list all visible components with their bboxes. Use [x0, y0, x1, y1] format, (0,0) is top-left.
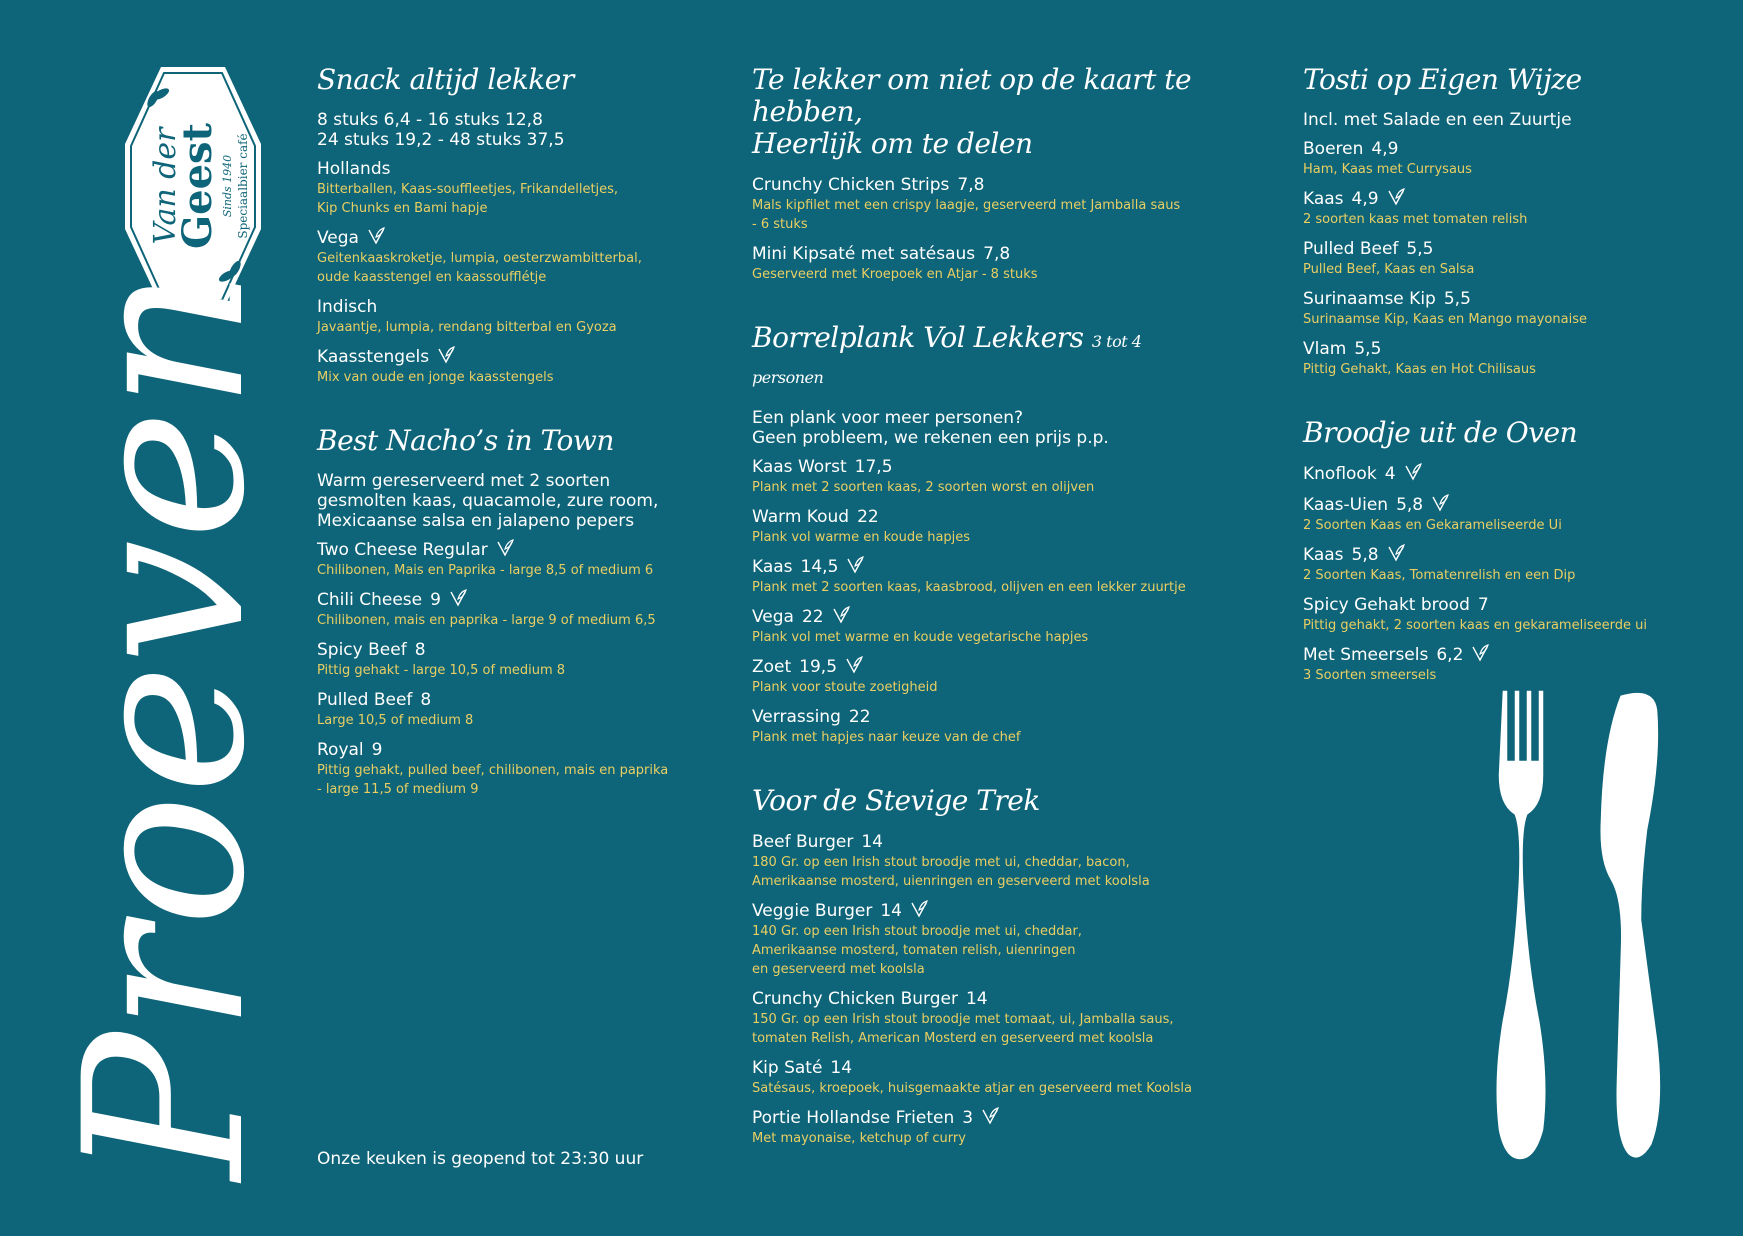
section-title-text: Snack altijd lekker: [317, 63, 574, 96]
vegetarian-icon: [845, 656, 863, 674]
menu-item: [752, 656, 1192, 697]
menu-item-heading: [752, 831, 1192, 853]
menu-item-name: Kaasstengels: [317, 347, 430, 367]
menu-item-price: 14: [830, 1058, 853, 1078]
menu-section: [752, 785, 1192, 1148]
menu-item-name: Warm Koud: [752, 507, 850, 527]
menu-item-heading: [1303, 238, 1723, 260]
menu-item-price: 22: [848, 707, 871, 727]
menu-item-heading: [752, 706, 1192, 728]
menu-item-name: Kaas-Uien: [1303, 495, 1389, 515]
menu-item-description: Plank voor stoute zoetigheid: [752, 680, 938, 695]
menu-item-price: 3: [962, 1108, 974, 1128]
menu-item-description: Pittig gehakt, pulled beef, chilibonen, mais en paprika - large 11,5 of medium 9: [317, 763, 669, 797]
vegetarian-icon: [910, 900, 928, 918]
section-intro-line: Warm gereserveerd met 2 soorten: [317, 471, 611, 491]
menu-item-description: Plank vol met warme en koude vegetarische hapjes: [752, 630, 1089, 645]
menu-item-heading: [752, 656, 1192, 678]
vegetarian-icon: [1387, 188, 1405, 206]
menu-item: [317, 296, 697, 337]
section-title-text: Te lekker om niet op de kaart te hebben, Heerlijk om te delen: [752, 63, 1192, 160]
menu-item-name: Mini Kipsaté met satésaus: [752, 244, 976, 264]
menu-item: [1303, 238, 1723, 279]
menu-section: [1303, 417, 1723, 685]
menu-item-price: 7,8: [983, 244, 1011, 264]
logo-line-4: Speciaalbier café: [236, 133, 250, 239]
vegetarian-icon: [449, 589, 467, 607]
menu-item: [752, 243, 1192, 284]
menu-item-name: Pulled Beef: [317, 690, 413, 710]
menu-item-heading: [752, 1057, 1192, 1079]
section-title: [1303, 417, 1723, 449]
vegetarian-icon: [1431, 494, 1449, 512]
menu-item-price: 4,9: [1351, 189, 1379, 209]
menu-item-heading: [317, 689, 697, 711]
menu-item: [752, 174, 1192, 234]
vegetarian-icon: [846, 556, 864, 574]
menu-item-name: Kip Saté: [752, 1058, 823, 1078]
menu-item-price: 9: [430, 590, 441, 610]
menu-item-price: 5,5: [1443, 289, 1471, 309]
menu-item-heading: [1303, 463, 1723, 485]
menu-item-description: Pittig gehakt - large 10,5 of medium 8: [317, 663, 566, 678]
cutlery-illustration: [1470, 680, 1690, 1180]
menu-item-heading: [752, 988, 1192, 1010]
menu-item-name: Zoet: [752, 657, 792, 677]
menu-item: [317, 639, 697, 680]
section-title-note: 3 tot 4 personen: [752, 332, 1142, 387]
menu-section: [317, 425, 697, 799]
menu-item-description: 150 Gr. op een Irish stout broodje met tomaat, ui, Jamballa saus, tomaten Relish, American Mosterd en geserveerd met koolsla: [752, 1012, 1174, 1046]
menu-item-name: Vega: [317, 228, 359, 248]
menu-item-description: Plank met 2 soorten kaas, kaasbrood, olijven en een lekker zuurtje: [752, 580, 1186, 595]
fork-icon: [1496, 690, 1547, 1160]
menu-item: [317, 346, 697, 387]
section-title-text: Broodje uit de Oven: [1303, 416, 1578, 449]
section-title-text: Borrelplank Vol Lekkers: [752, 321, 1084, 354]
knife-icon: [1600, 692, 1661, 1158]
menu-item: [1303, 544, 1723, 585]
menu-item-description: Chilibonen, Mais en Paprika - large 8,5 of medium 6: [317, 563, 654, 578]
menu-section: [317, 64, 697, 387]
vegetarian-icon: [1387, 544, 1405, 562]
menu-item-price: 5,5: [1354, 339, 1382, 359]
menu-item-heading: [1303, 138, 1723, 160]
menu-item-heading: [317, 227, 697, 249]
menu-item-heading: [317, 539, 697, 561]
menu-item: [1303, 463, 1723, 485]
vegetarian-icon: [496, 539, 514, 557]
menu-item: [317, 589, 697, 630]
menu-item: [752, 831, 1192, 891]
menu-item-price: 14: [965, 989, 988, 1009]
section-intro-line: Een plank voor meer personen?: [752, 408, 1023, 428]
menu-item-description: Plank met hapjes naar keuze van de chef: [752, 730, 1021, 745]
menu-item-price: 7: [1477, 595, 1489, 615]
menu-item-heading: [1303, 644, 1723, 666]
menu-item-price: 6,2: [1436, 645, 1464, 665]
menu-item-name: Met Smeersels: [1303, 645, 1429, 665]
menu-item: [752, 1107, 1192, 1148]
menu-item-description: Pittig Gehakt, Kaas en Hot Chilisaus: [1303, 362, 1536, 377]
menu-item: [752, 706, 1192, 747]
menu-item-price: 19,5: [799, 657, 838, 677]
menu-item-heading: [317, 639, 697, 661]
menu-item-description: Geserveerd met Kroepoek en Atjar - 8 stuks: [752, 267, 1038, 282]
vegetarian-icon: [981, 1107, 999, 1125]
menu-item: [1303, 594, 1723, 635]
menu-item-name: Veggie Burger: [752, 901, 873, 921]
menu-item-name: Kaas: [1303, 189, 1344, 209]
section-intro-line: 24 stuks 19,2 - 48 stuks 37,5: [317, 130, 565, 150]
menu-item-description: Mix van oude en jonge kaasstengels: [317, 370, 554, 385]
menu-item-name: Royal: [317, 740, 364, 760]
section-title: [1303, 64, 1723, 96]
menu-item-heading: [1303, 188, 1723, 210]
menu-item: [752, 900, 1192, 979]
menu-item-heading: [752, 606, 1192, 628]
vegetarian-icon: [1471, 644, 1489, 662]
menu-item: [1303, 138, 1723, 179]
menu-item-description: 2 Soorten Kaas en Gekarameliseerde Ui: [1303, 518, 1562, 533]
menu-item-description: Pittig gehakt, 2 soorten kaas en gekarameliseerde ui: [1303, 618, 1647, 633]
menu-column-3: [1303, 64, 1723, 723]
vegetarian-icon: [437, 346, 455, 364]
menu-item-name: Verrassing: [752, 707, 841, 727]
section-title-text: Voor de Stevige Trek: [752, 784, 1040, 817]
menu-item: [752, 988, 1192, 1048]
menu-item: [752, 1057, 1192, 1098]
menu-item-price: 5,8: [1396, 495, 1424, 515]
menu-item-description: Chilibonen, mais en paprika - large 9 of medium 6,5: [317, 613, 656, 628]
menu-item-heading: [1303, 338, 1723, 360]
menu-item-description: Pulled Beef, Kaas en Salsa: [1303, 262, 1475, 277]
menu-item-price: 7,8: [957, 175, 985, 195]
menu-item-name: Two Cheese Regular: [317, 540, 488, 560]
logo-line-1: Van der: [148, 127, 183, 245]
menu-item-heading: [1303, 288, 1723, 310]
section-intro-line: Mexicaanse salsa en jalapeno pepers: [317, 511, 635, 531]
menu-item-description: Surinaamse Kip, Kaas en Mango mayonaise: [1303, 312, 1587, 327]
menu-item-description: Mals kipfilet met een crispy laagje, geserveerd met Jamballa saus - 6 stuks: [752, 198, 1181, 232]
menu-item-name: Hollands: [317, 159, 391, 179]
menu-section: [1303, 64, 1723, 379]
menu-item-price: 22: [801, 607, 824, 627]
menu-item-description: 2 soorten kaas met tomaten relish: [1303, 212, 1528, 227]
menu-item-description: Large 10,5 of medium 8: [317, 713, 474, 728]
menu-item-heading: [752, 506, 1192, 528]
menu-item-price: 8: [414, 640, 426, 660]
section-title-text: Best Nacho’s in Town: [317, 424, 614, 457]
menu-item-name: Indisch: [317, 297, 378, 317]
menu-item: [752, 606, 1192, 647]
menu-item-name: Vlam: [1303, 339, 1347, 359]
menu-item-price: 17,5: [854, 457, 893, 477]
menu-item-heading: [752, 556, 1192, 578]
menu-item-heading: [1303, 544, 1723, 566]
menu-item-heading: [317, 158, 697, 180]
menu-item: [1303, 494, 1723, 535]
menu-item-heading: [752, 1107, 1192, 1129]
logo-line-2: Geest: [174, 122, 221, 250]
menu-item-heading: [1303, 494, 1723, 516]
menu-item-name: Crunchy Chicken Burger: [752, 989, 958, 1009]
menu-item: [317, 158, 697, 218]
menu-item-name: Surinaamse Kip: [1303, 289, 1436, 309]
menu-item-description: Plank met 2 soorten kaas, 2 soorten worst en olijven: [752, 480, 1095, 495]
section-title: [752, 64, 1192, 160]
menu-item: [752, 506, 1192, 547]
menu-item-price: 4: [1384, 464, 1396, 484]
menu-item-heading: [317, 296, 697, 318]
section-title: [752, 322, 1192, 394]
section-intro-line: gesmolten kaas, quacamole, zure room,: [317, 491, 659, 511]
menu-item-description: Ham, Kaas met Currysaus: [1303, 162, 1472, 177]
menu-item-name: Kaas Worst: [752, 457, 847, 477]
menu-item: [1303, 188, 1723, 229]
section-intro-line: 8 stuks 6,4 - 16 stuks 12,8: [317, 110, 543, 130]
menu-column-2: [752, 64, 1192, 1186]
menu-column-1: [317, 64, 697, 837]
menu-item-price: 14: [861, 832, 883, 852]
menu-item-name: Spicy Beef: [317, 640, 407, 660]
menu-item-name: Crunchy Chicken Strips: [752, 175, 950, 195]
menu-item-heading: [752, 174, 1192, 196]
menu-item-name: Boeren: [1303, 139, 1364, 159]
menu-item-description: 140 Gr. op een Irish stout broodje met ui, cheddar, Amerikaanse mosterd, tomaten relish, uienringen en geserveerd met koolsla: [752, 924, 1082, 977]
menu-item-heading: [317, 346, 697, 368]
menu-item-heading: [752, 456, 1192, 478]
page-big-title: Proeven: [37, 267, 293, 1180]
section-title: [317, 425, 697, 457]
menu-item: [317, 739, 697, 799]
menu-item-name: Vega: [752, 607, 794, 627]
menu-item-heading: [317, 739, 697, 761]
menu-item-price: 8: [420, 690, 432, 710]
menu-item: [1303, 644, 1723, 685]
kitchen-hours-note: Onze keuken is geopend tot 23:30 uur: [317, 1149, 644, 1169]
vegetarian-icon: [1404, 463, 1422, 481]
menu-item-name: Chili Cheese: [317, 590, 423, 610]
menu-item-name: Kaas: [752, 557, 793, 577]
menu-item-description: 2 Soorten Kaas, Tomatenrelish en een Dip: [1303, 568, 1576, 583]
menu-item-price: 5,5: [1406, 239, 1434, 259]
section-intro-line: Incl. met Salade en een Zuurtje: [1303, 110, 1572, 130]
menu-item-price: 14: [880, 901, 902, 921]
menu-item-name: Pulled Beef: [1303, 239, 1399, 259]
menu-item-description: 180 Gr. op een Irish stout broodje met ui, cheddar, bacon, Amerikaanse mosterd, uienringen en geserveerd met koolsla: [752, 855, 1150, 889]
menu-item-description: Bitterballen, Kaas-souffleetjes, Frikandelletjes, Kip Chunks en Bami hapje: [317, 182, 619, 216]
menu-item-price: 5,8: [1351, 545, 1379, 565]
menu-item-heading: [752, 900, 1192, 922]
menu-section: [752, 64, 1192, 284]
menu-item-price: 4,9: [1371, 139, 1399, 159]
menu-item-name: Portie Hollandse Frieten: [752, 1108, 955, 1128]
menu-item-name: Spicy Gehakt brood: [1303, 595, 1470, 615]
menu-item-price: 9: [371, 740, 383, 760]
menu-item-description: Met mayonaise, ketchup of curry: [752, 1131, 966, 1146]
section-intro-line: Geen probleem, we rekenen een prijs p.p.: [752, 428, 1109, 448]
menu-item-name: Knoflook: [1303, 464, 1377, 484]
menu-item: [1303, 338, 1723, 379]
menu-item: [317, 227, 697, 287]
menu-item-price: 14,5: [800, 557, 839, 577]
menu-item: [752, 556, 1192, 597]
menu-item: [1303, 288, 1723, 329]
menu-item-description: Satésaus, kroepoek, huisgemaakte atjar en geserveerd met Koolsla: [752, 1081, 1193, 1096]
menu-section: [752, 322, 1192, 747]
vegetarian-icon: [367, 227, 385, 245]
menu-item-description: Geitenkaaskroketje, lumpia, oesterzwambitterbal, oude kaasstengel en kaassoufflétje: [317, 251, 642, 285]
menu-item-heading: [1303, 594, 1723, 616]
menu-item-price: 22: [857, 507, 879, 527]
menu-item-description: Javaantje, lumpia, rendang bitterbal en Gyoza: [317, 320, 617, 335]
section-title-text: Tosti op Eigen Wijze: [1303, 63, 1582, 96]
menu-item-name: Beef Burger: [752, 832, 854, 852]
menu-item-description: 3 Soorten smeersels: [1303, 668, 1437, 683]
menu-item-name: Kaas: [1303, 545, 1344, 565]
section-title: [317, 64, 697, 96]
logo-line-3: Sinds 1940: [221, 154, 234, 218]
vegetarian-icon: [832, 606, 850, 624]
menu-item-heading: [752, 243, 1192, 265]
menu-item-heading: [317, 589, 697, 611]
menu-item: [752, 456, 1192, 497]
menu-item-description: Plank vol warme en koude hapjes: [752, 530, 971, 545]
menu-item: [317, 689, 697, 730]
section-title: [752, 785, 1192, 817]
menu-item: [317, 539, 697, 580]
